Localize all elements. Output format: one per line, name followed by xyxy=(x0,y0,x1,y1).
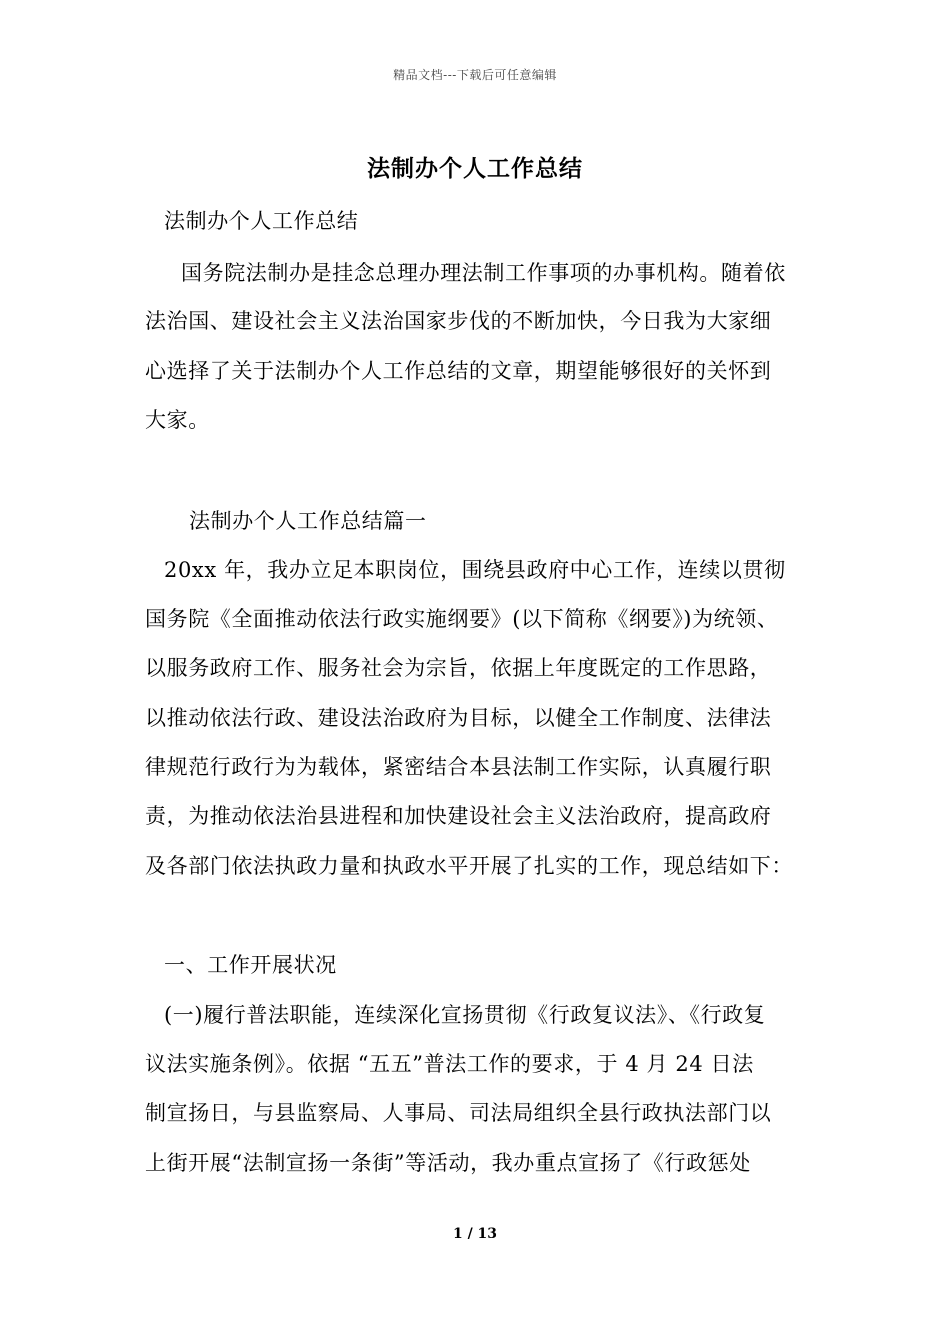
paragraph-line: 律规范行政行为为载体，紧密结合本县法制工作实际，认真履行职 xyxy=(145,755,772,779)
paragraph-line: 制宣扬日，与县监察局、人事局、司法局组织全县行政执法部门以 xyxy=(145,1101,772,1125)
paragraph-line: 国务院《全面推动依法行政实施纲要》(以下简称《纲要》)为统领、 xyxy=(145,607,779,631)
document-title: 法制办个人工作总结 xyxy=(367,155,583,182)
paragraph-line: 心选择了关于法制办个人工作总结的文章，期望能够很好的关怀到 xyxy=(145,359,772,383)
section-heading: 一、工作开展状况 xyxy=(164,953,337,977)
paragraph-line: 及各部门依法执政力量和执政水平开展了扎实的工作，现总结如下： xyxy=(145,854,793,878)
page-indicator: 1 / 13 xyxy=(452,1226,498,1242)
paragraph-line: 20xx 年，我办立足本职岗位，围绕县政府中心工作，连续以贯彻 xyxy=(164,558,786,582)
paragraph-line: 国务院法制办是挂念总理办理法制工作事项的办事机构。随着依 xyxy=(181,261,786,285)
paragraph-line: 上街开展“法制宣扬一条街”等活动，我办重点宣扬了《行政惩处 xyxy=(145,1151,751,1175)
paragraph-line: (一)履行普法职能，连续深化宣扬贯彻《行政复议法》、《行政复 xyxy=(164,1003,766,1027)
paragraph-line: 议法实施条例》。依据 “五五”普法工作的要求，于 4 月 24 日法 xyxy=(145,1052,754,1076)
header-note: 精品文档---下载后可任意编辑 xyxy=(393,68,557,82)
section-heading: 法制办个人工作总结篇一 xyxy=(189,509,427,533)
paragraph-line: 责，为推动依法治县进程和加快建设社会主义法治政府，提高政府 xyxy=(145,804,772,828)
paragraph-line: 大家。 xyxy=(145,408,210,432)
paragraph-line: 以服务政府工作、服务社会为宗旨，依据上年度既定的工作思路， xyxy=(145,656,772,680)
paragraph-line: 以推动依法行政、建设法治政府为目标，以健全工作制度、法律法 xyxy=(145,706,772,730)
paragraph-line: 法治国、建设社会主义法治国家步伐的不断加快，今日我为大家细 xyxy=(145,309,772,333)
subtitle-line: 法制办个人工作总结 xyxy=(164,209,359,233)
